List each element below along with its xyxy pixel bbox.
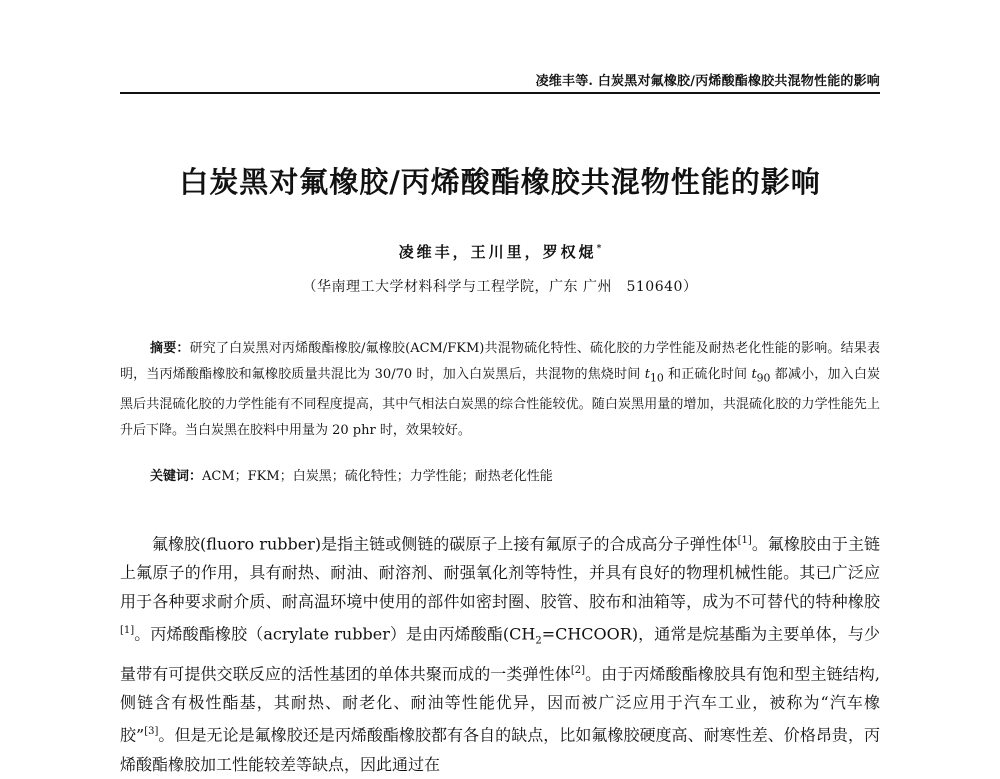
body-text-6: 。但是无论是氟橡胶还是丙烯酸酯橡胶都有各自的缺点，比如氟橡胶硬度高、耐寒性差、价格昂贵，丙烯酸酯橡胶加工性能较差等缺点，因此通过在 <box>120 725 880 774</box>
corresponding-author-mark: * <box>596 244 602 254</box>
body-text-5: 。由于丙烯酸酯橡胶具有饱和型主链结构,侧链含有极性酯基，其耐热、耐老化、耐油等性能优异，因而被广泛应用于汽车工业，被称为“汽车橡胶” <box>120 664 880 745</box>
body-paragraph <box>120 526 880 779</box>
author-names: 凌维丰，王川里，罗权焜 <box>398 243 597 261</box>
citation-ref: [2] <box>570 664 585 676</box>
body-text-3: 。丙烯酸酯橡胶（acrylate rubber）是由丙烯酸酯(CH <box>134 624 536 644</box>
abstract-text-2: 和正硫化时间 <box>663 367 752 382</box>
t10-symbol: t <box>644 367 650 382</box>
t90-subscript: 90 <box>756 371 771 385</box>
abstract-label: 摘要： <box>150 341 190 356</box>
citation-ref: [1] <box>737 535 752 546</box>
chem-subscript: 2 <box>535 635 542 647</box>
citation-ref: [3] <box>144 726 159 738</box>
keywords-text: ACM；FKM；白炭黑；硫化特性；力学性能；耐热老化性能 <box>202 469 553 484</box>
citation-ref: [1] <box>120 625 135 637</box>
t10-subscript: 10 <box>649 371 664 385</box>
body-text-4: =CHCOOR)，通常是烷基酯为主要单体，与少量带有可提供交联反应的活性基团的单体共聚而成的一类弹性体 <box>120 624 880 684</box>
body-text-2: 。氟橡胶由于主链上氟原子的作用，具有耐热、耐油、耐溶剂、耐强氧化剂等特性，并具有良好的物理机械性能。其已广泛应用于各种要求耐介质、耐高温环境中使用的部件如密封圈、胶管、胶布和油箱等，成为不可替代的特种橡胶 <box>120 534 880 612</box>
author-list <box>0 241 1000 262</box>
body-text-1: 氟橡胶(fluoro rubber)是指主链或侧链的碳原子上接有氟原子的合成高分子弹性体 <box>152 534 738 554</box>
keywords-label: 关键词： <box>150 469 203 484</box>
keywords <box>150 466 880 488</box>
abstract-text-3: 都减小，加入白炭黑后共混硫化胶的力学性能有不同程度提高，其中气相法白炭黑的综合性能较优。随白炭黑用量的增加，共混硫化胶的力学性能先上升后下降。当白炭黑在胶料中用量为 20 phr 时，效果较好。 <box>120 367 880 438</box>
abstract-text-1: 研究了白炭黑对丙烯酸酯橡胶/氟橡胶(ACM/FKM)共混物硫化特性、硫化胶的力学性能及耐热老化性能的影响。结果表明，当丙烯酸酯橡胶和氟橡胶质量共混比为 30/70 时，加入白炭黑后，共混物的焦烧时间 <box>120 341 880 382</box>
running-head: 凌维丰等. 白炭黑对氟橡胶/丙烯酸酯橡胶共混物性能的影响 <box>535 74 880 89</box>
paper-title: 白炭黑对氟橡胶/丙烯酸酯橡胶共混物性能的影响 <box>179 165 821 199</box>
abstract <box>120 336 880 444</box>
header-rule <box>120 92 880 94</box>
affiliation: （华南理工大学材料科学与工程学院，广东 广州 510640） <box>302 279 698 295</box>
t90-symbol: t <box>751 367 757 382</box>
